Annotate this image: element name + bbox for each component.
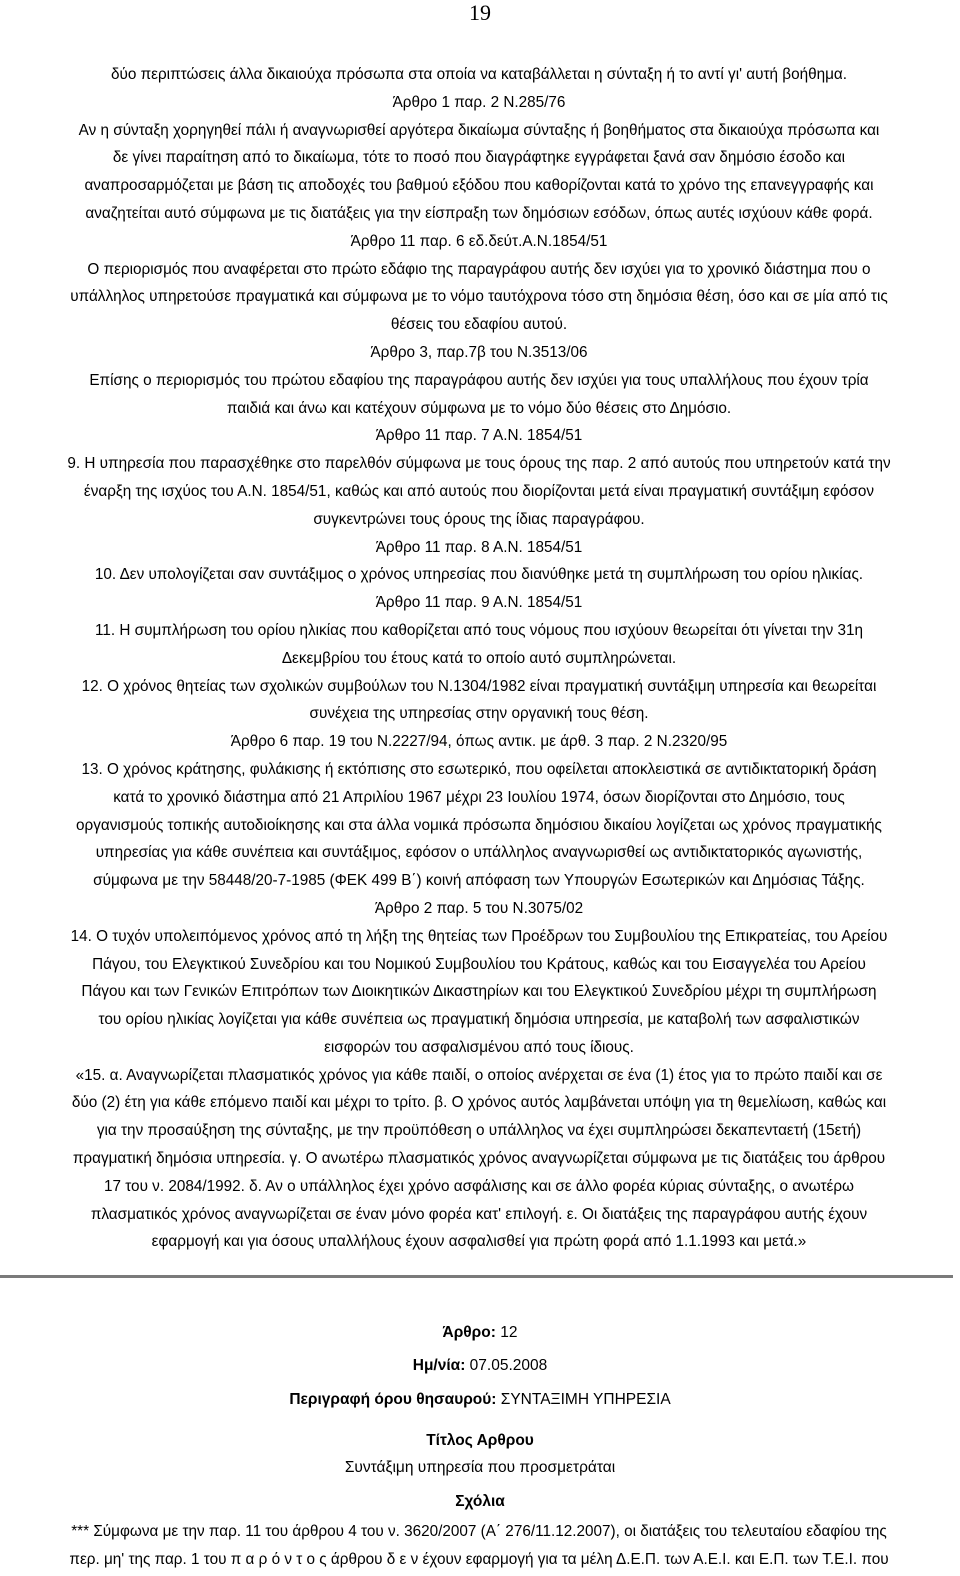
body-line: 11. Η συμπλήρωση του ορίου ηλικίας που καθορίζεται από τους νόμους που ισχύουν θεωρείται ότι γίνεται την 31η bbox=[94, 621, 864, 639]
comments-heading bbox=[0, 1491, 960, 1513]
body-line: υπηρεσίας για κάθε συνέπεια και συντάξιμος, εφόσον ο υπάλληλος αναγνωρισθεί ως αντιδικτατορικός αγωνιστής, bbox=[95, 844, 863, 862]
article-number-value: 12 bbox=[500, 1324, 518, 1341]
body-line: Άρθρο 6 παρ. 19 του Ν.2227/94, όπως αντικ. με άρθ. 3 παρ. 2 Ν.2320/95 bbox=[230, 733, 728, 751]
body-line: Άρθρο 11 παρ. 6 εδ.δεύτ.Α.Ν.1854/51 bbox=[350, 232, 608, 250]
thesaurus-term-value: ΣΥΝΤΑΞΙΜΗ ΥΠΗΡΕΣΙΑ bbox=[500, 1391, 671, 1408]
article-date-value: 07.05.2008 bbox=[469, 1357, 548, 1374]
body-line: 10. Δεν υπολογίζεται σαν συντάξιμος ο χρόνος υπηρεσίας που διανύθηκε μετά τη συμπλήρωση του ορίου ηλικίας. bbox=[94, 566, 864, 584]
body-line: παιδιά και άνω και κατέχουν σύμφωνα με το νόμο δύο θέσεις στο Δημόσιο. bbox=[226, 399, 732, 417]
article-title-value: Συντάξιμη υπηρεσία που προσμετράται bbox=[344, 1459, 616, 1476]
body-line: Πάγου και των Γενικών Επιτρόπων των Διοικητικών Δικαστηρίων και του Ελεγκτικού Συνεδρίου μέχρι τη συμπλήρωση bbox=[81, 983, 877, 1001]
body-line: σύμφωνα με την 58448/20-7-1985 (ΦΕΚ 499 Β΄) κοινή απόφαση των Υπουργών Εσωτερικών και Δημόσιας Τάξης. bbox=[93, 872, 865, 890]
body-line: 13. Ο χρόνος κράτησης, φυλάκισης ή εκτόπισης στο εσωτερικό, που οφείλεται αποκλειστικά σε αντιδικτατορική δράση bbox=[81, 760, 877, 778]
article-title-heading-text: Τίτλος Αρθρου bbox=[426, 1432, 534, 1449]
body-line: Άρθρο 11 παρ. 7 Α.Ν. 1854/51 bbox=[375, 427, 583, 445]
section-divider bbox=[0, 1275, 953, 1278]
article-title-heading bbox=[0, 1430, 960, 1452]
article-number-label: Άρθρο: bbox=[442, 1324, 496, 1341]
body-line: πλασματικός χρόνος αναγνωρίζεται σε έναν μόνο φορέα κατ' επιλογή. ε. Οι διατάξεις της παραγράφου αυτής έχουν bbox=[90, 1205, 868, 1223]
thesaurus-term-label: Περιγραφή όρου θησαυρού: bbox=[289, 1391, 497, 1408]
comments-heading-text: Σχόλια bbox=[455, 1493, 505, 1510]
body-line: Αν η σύνταξη χορηγηθεί πάλι ή αναγνωρισθεί αργότερα δικαίωμα σύνταξης ή βοηθήματος στα δικαιούχα πρόσωπα και bbox=[78, 121, 880, 139]
body-line: του ορίου ηλικίας λογίζεται για κάθε συνέπεια ως πραγματική δημόσια υπηρεσία, με καταβολή των ασφαλιστικών bbox=[98, 1011, 860, 1029]
body-line: θέσεις του εδαφίου αυτού. bbox=[390, 316, 568, 334]
thesaurus-term bbox=[0, 1389, 960, 1411]
body-line: οργανισμούς τοπικής αυτοδιοίκησης και στα άλλα νομικά πρόσωπα δημόσιου δικαίου λογίζεται ως χρόνος πραγματικής bbox=[76, 816, 882, 834]
body-line: αναζητείται αυτό σύμφωνα με τις διατάξεις για την είσπραξη των δημόσιων εσόδων, όπως αυτές ισχύουν κάθε φορά. bbox=[85, 204, 873, 222]
body-line: εισφορών του ασφαλισμένου από τους ίδιους. bbox=[324, 1038, 634, 1056]
body-line: Επίσης ο περιορισμός του πρώτου εδαφίου της παραγράφου αυτής δεν ισχύει για τους υπαλλήλους που έχουν τρία bbox=[89, 371, 869, 389]
body-line: δε γίνει παραίτηση από το δικαίωμα, τότε το ποσό που διαγράφτηκε εγγράφεται ξανά σαν δημόσιο έσοδο και bbox=[112, 149, 846, 167]
article-date bbox=[0, 1355, 960, 1377]
body-line: συγκεντρώνει τους όρους της ίδιας παραγράφου. bbox=[313, 510, 645, 528]
document-body bbox=[3, 61, 955, 1256]
body-line: 12. Ο χρόνος θητείας των σχολικών συμβούλων του Ν.1304/1982 είναι πραγματική συντάξιμη υπηρεσία και θεωρείται bbox=[81, 677, 877, 695]
body-line: Άρθρο 1 παρ. 2 Ν.285/76 bbox=[392, 93, 566, 111]
body-line: 9. Η υπηρεσία που παρασχέθηκε στο παρελθόν σύμφωνα με τους όρους της παρ. 2 από αυτούς που υπηρετούν κατά την bbox=[67, 455, 891, 473]
body-line: συνέχεια της υπηρεσίας στην οργανική τους θέση. bbox=[309, 705, 649, 723]
body-line: Πάγου, του Ελεγκτικού Συνεδρίου και του Νομικού Συμβουλίου του Κράτους, καθώς και του Εισαγγελέα του Αρείου bbox=[92, 955, 866, 973]
article-date-label: Ημ/νία: bbox=[412, 1357, 466, 1374]
body-line: Ο περιορισμός που αναφέρεται στο πρώτο εδάφιο της παραγράφου αυτής δεν ισχύει για το χρονικό διάστημα που ο bbox=[87, 260, 871, 278]
body-line: Άρθρο 3, παρ.7β του Ν.3513/06 bbox=[370, 343, 588, 361]
comment-text bbox=[3, 1518, 955, 1574]
body-line: κατά το χρονικό διάστημα από 21 Απριλίου 1967 μέχρι 23 Ιουλίου 1974, όσων διορίζονται στο Δημόσιο, τους bbox=[113, 788, 845, 806]
page-number: 19 bbox=[469, 0, 491, 25]
body-line: Άρθρο 2 παρ. 5 του Ν.3075/02 bbox=[374, 899, 584, 917]
body-line: αναπροσαρμόζεται με βάση τις αποδοχές του βαθμού εξόδου που καθορίζονται κατά το χρόνο της επανεγγραφής και bbox=[84, 177, 874, 195]
body-line: έναρξη της ισχύος του Α.Ν. 1854/51, καθώς και από αυτούς που διορίζονται μετά είναι πραγματική συντάξιμη εφόσον bbox=[83, 482, 875, 500]
body-line: «15. α. Αναγνωρίζεται πλασματικός χρόνος για κάθε παιδί, ο οποίος ανέρχεται σε ένα (1) έτος για το πρώτο παιδί και σε bbox=[75, 1066, 883, 1084]
body-line: δύο (2) έτη για κάθε επόμενο παιδί και μέχρι το τρίτο. β. Ο χρόνος αυτός λαμβάνεται υπόψη για τη θεμελίωση, καθώς και bbox=[71, 1094, 887, 1112]
body-line: εφαρμογή και για όσους υπαλλήλους έχουν ασφαλισθεί για πρώτη φορά από 1.1.1993 και μετά.» bbox=[151, 1233, 807, 1251]
comment-line: περ. μη' της παρ. 1 του π α ρ ό ν τ ο ς άρθρου δ ε ν έχουν εφαρμογή για τα μέλη Δ.Ε.Π. των Α.Ε.Ι. και Ε.Π. των Τ.Ε.Ι. που bbox=[69, 1550, 889, 1568]
body-line: 14. Ο τυχόν υπολειπόμενος χρόνος από τη λήξη της θητείας των Προέδρων του Συμβουλίου της Επικρατείας, του Αρείου bbox=[70, 927, 888, 945]
body-line: για την προσαύξηση της σύνταξης, με την προϋπόθεση ο υπάλληλος να έχει συμπληρώσει δεκαπενταετή (15ετή) bbox=[96, 1122, 862, 1140]
body-line: Δεκεμβρίου του έτους κατά το οποίο αυτό συμπληρώνεται. bbox=[281, 649, 677, 667]
body-line: Άρθρο 11 παρ. 8 Α.Ν. 1854/51 bbox=[375, 538, 583, 556]
body-line: υπάλληλος υπηρετούσε πραγματικά και σύμφωνα με το νόμο ταυτόχρονα τόσο στη δημόσια θέση, όσο και σε μία από τις bbox=[70, 288, 888, 306]
body-line: δύο περιπτώσεις άλλα δικαιούχα πρόσωπα στα οποία να καταβάλλεται η σύνταξη ή το αντί γι' αυτή βοήθημα. bbox=[110, 66, 848, 83]
comment-line: *** Σύμφωνα με την παρ. 11 του άρθρου 4 του ν. 3620/2007 (Α΄ 276/11.12.2007), οι διατάξεις του τελευταίου εδαφίου της bbox=[71, 1523, 887, 1540]
article-number bbox=[0, 1322, 960, 1344]
body-line: Άρθρο 11 παρ. 9 Α.Ν. 1854/51 bbox=[375, 594, 583, 612]
body-line: πραγματική δημόσια υπηρεσία. γ. Ο ανωτέρω πλασματικός χρόνος αναγνωρίζεται σύμφωνα με τις διατάξεις του άρθρου bbox=[72, 1150, 886, 1168]
body-line: 17 του ν. 2084/1992. δ. Αν ο υπάλληλος έχει χρόνο ασφάλισης και σε άλλο φορέα κύριας σύνταξης, ο ανωτέρω bbox=[103, 1177, 855, 1195]
